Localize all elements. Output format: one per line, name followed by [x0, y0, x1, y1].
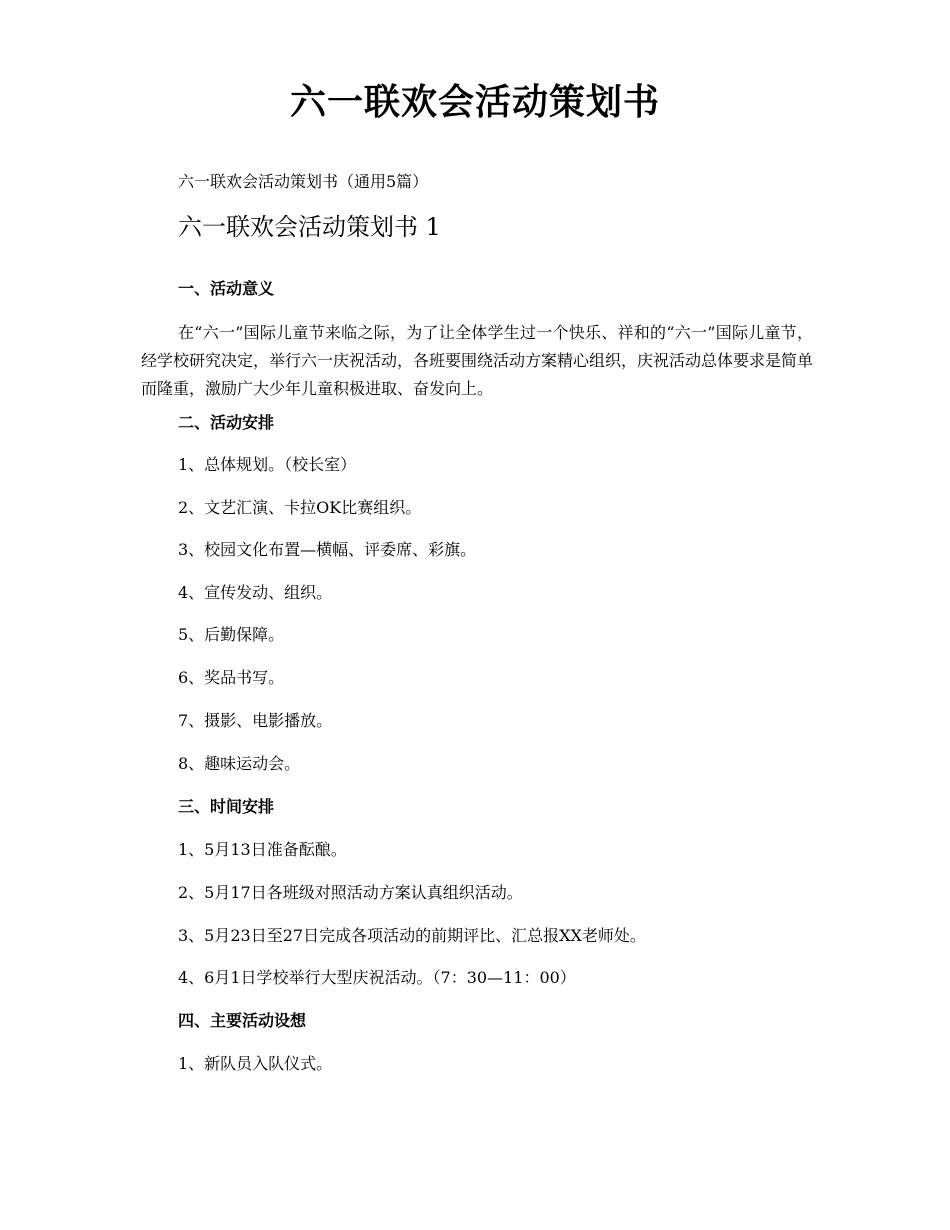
- list-item: 6、奖品书写。: [178, 668, 285, 687]
- heading-time-arrangement: 三、时间安排: [178, 797, 275, 816]
- document-subtitle: 六一联欢会活动策划书（通用5篇）: [178, 172, 429, 191]
- list-item: 1、总体规划。（校长室）: [178, 455, 357, 474]
- list-item: 1、5月13日准备酝酿。: [178, 840, 347, 859]
- paragraph-activity-meaning: 在“六一”国际儿童节来临之际，为了让全体学生过一个快乐、祥和的“六一”国际儿童节，经学校研究决定，举行六一庆祝活动，各班要围绕活动方案精心组织，庆祝活动总体要求是简单而隆重，激励广大少年儿童积极进取、奋发向上。: [141, 323, 814, 398]
- list-item: 1、新队员入队仪式。: [178, 1054, 333, 1073]
- section-title: 六一联欢会活动策划书 1: [178, 213, 441, 241]
- list-item: 3、校园文化布置—横幅、评委席、彩旗。: [178, 540, 477, 559]
- heading-activity-arrangement: 二、活动安排: [178, 413, 275, 432]
- list-item: 2、文艺汇演、卡拉OK比赛组织。: [178, 498, 422, 517]
- heading-activity-meaning: 一、活动意义: [178, 279, 275, 298]
- heading-main-activities: 四、主要活动设想: [178, 1011, 307, 1030]
- list-item: 3、5月23日至27日完成各项活动的前期评比、汇总报XX老师处。: [178, 926, 646, 945]
- list-item: 2、5月17日各班级对照活动方案认真组织活动。: [178, 883, 523, 902]
- list-item: 4、宣传发动、组织。: [178, 583, 333, 602]
- list-item: 7、摄影、电影播放。: [178, 711, 333, 730]
- list-item: 8、趣味运动会。: [178, 754, 301, 773]
- list-item: 5、后勤保障。: [178, 625, 285, 644]
- document-title: 六一联欢会活动策划书: [289, 82, 660, 123]
- list-item: 4、6月1日学校举行大型庆祝活动。（7：30—11：00）: [178, 968, 576, 987]
